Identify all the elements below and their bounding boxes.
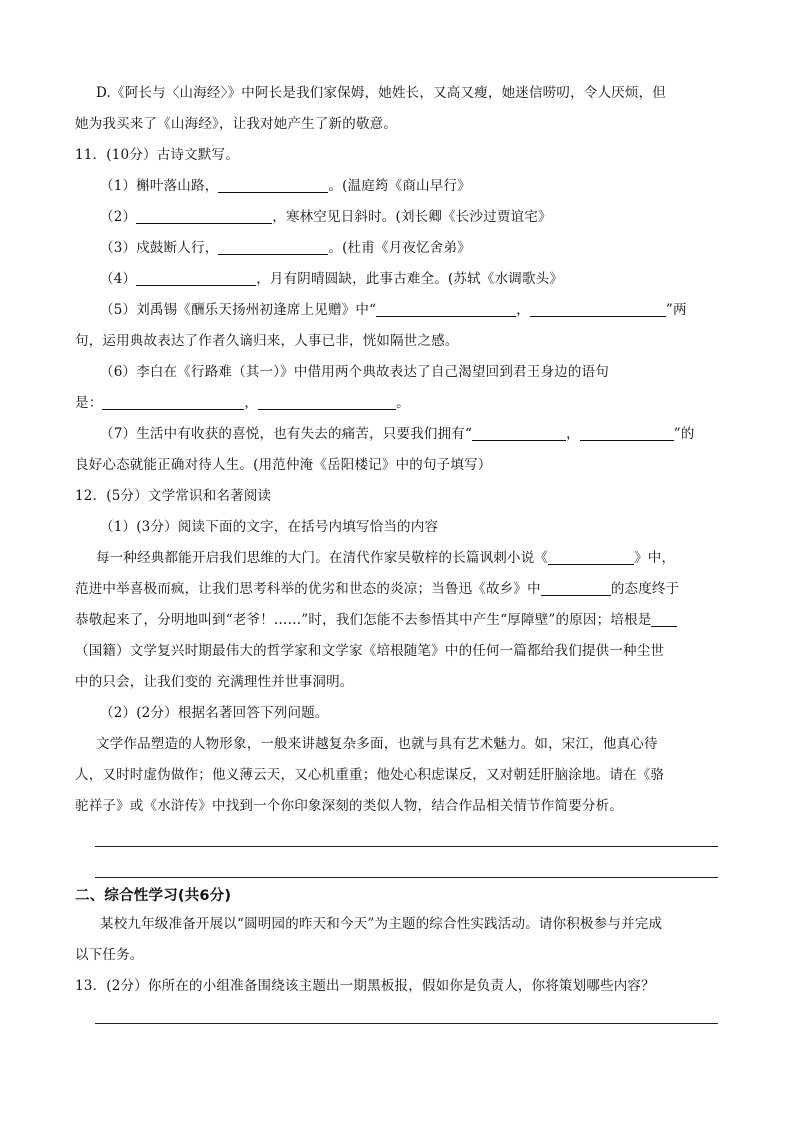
question-12-title: 12．(5分）文学常识和名著阅读 (75, 488, 272, 504)
answer-line[interactable] (95, 877, 718, 878)
q11-item-5-cont: 句，运用典故表达了作者久谪归来，人事已非，恍如隔世之感。 (75, 333, 459, 349)
q12-passage-line-5: 中的只会，让我们变的 充满理性并世事洞明。 (75, 674, 354, 690)
option-d-line-2: 她为我买来了《山海经》，让我对她产生了新的敬意。 (75, 116, 398, 132)
section-2-intro-line-1: 某校九年级准备开展以“圆明园的昨天和今天”为主题的综合性实践活动。请你积极参与并完成 (100, 916, 663, 932)
q12-passage-line-2: 范进中举喜极而疯，让我们思考科举的优劣和世态的炎凉；当鲁迅《故乡》中 的态度终于 (75, 581, 680, 597)
answer-blank[interactable] (218, 239, 328, 255)
answer-blank[interactable] (376, 301, 516, 317)
answer-blank[interactable] (258, 394, 396, 410)
answer-blank[interactable] (580, 425, 674, 441)
q11-item-2: （2） ，寒林空见日斜时。(刘长卿《长沙过贾谊宅》 (100, 209, 552, 225)
section-2-title: 二、综合性学习(共6分) (75, 888, 232, 904)
q11-item-7: （7）生活中有收获的喜悦，也有失去的痛苦，只要我们拥有“ ， ”的 (100, 426, 695, 442)
q11-item-6-cont: 是： ， 。 (75, 395, 410, 411)
q11-item-7-cont: 良好心态就能正确对待人生。(用范仲淹《岳阳楼记》中的句子填写） (75, 457, 492, 473)
answer-blank[interactable] (651, 611, 677, 627)
q12-part-2: （2）(2分）根据名著回答下列问题。 (100, 705, 329, 721)
answer-blank[interactable] (136, 270, 256, 286)
q12-passage-line-3: 恭敬起来了，分明地叫到“老爷！……”时，我们怎能不去参悟其中产生“厚障壁”的原因；培根是 (75, 610, 718, 630)
q12-passage-line-4: （国籍）文学复兴时期最伟大的哲学家和文学家《培根随笔》中的任何一篇都给我们提供一种尘世 (75, 643, 665, 659)
q11-item-4: （4） ，月有阴晴圆缺，此事古难全。(苏轼《水调歌头》 (100, 271, 564, 287)
section-2-intro-line-2: 以下任务。 (75, 947, 144, 963)
q12-body-line-1: 文学作品塑造的人物形象，一般来讲越复杂多面，也就与具有艺术魅力。如，宋江，他真心待 (96, 736, 658, 752)
q11-item-5: （5）刘禹锡《酬乐天扬州初逢席上见赠》中“ ， ”两 (100, 302, 687, 318)
answer-line[interactable] (95, 1023, 718, 1024)
answer-blank[interactable] (136, 208, 272, 224)
answer-blank[interactable] (102, 394, 244, 410)
answer-blank[interactable] (548, 549, 634, 565)
q11-item-6: （6）李白在《行路难（其一）》中借用两个典故表达了自己渴望回到君王身边的语句 (100, 364, 609, 380)
q11-item-1: （1）槲叶落山路， 。(温庭筠《商山早行》 (100, 178, 471, 194)
q11-item-3: （3）戍鼓断人行， 。(杜甫《月夜忆舍弟》 (100, 240, 471, 256)
answer-line[interactable] (95, 846, 718, 847)
q12-passage-line-1: 每一种经典都能开启我们思维的大门。在清代作家吴敬梓的长篇讽刺小说《 》中， (96, 550, 676, 566)
answer-blank[interactable] (530, 301, 666, 317)
option-d-line-1: D.《阿长与〈山海经〉》中阿长是我们家保姆，她姓长，又高又瘦，她迷信唠叨，令人厌烦，但 (96, 85, 666, 101)
q12-body-line-2: 人，又时时虚伪做作；他义薄云天，又心机重重；他处心积虑谋反，又对朝廷肝脑涂地。请在《骆 (75, 767, 665, 783)
q12-part-1: （1）(3分）阅读下面的文字，在括号内填写恰当的内容 (100, 519, 439, 535)
question-13: 13．(2分）你所在的小组准备围绕该主题出一期黑板报，假如你是负责人，你将策划哪些内容？ (75, 978, 655, 994)
answer-blank[interactable] (541, 580, 611, 596)
answer-blank[interactable] (218, 177, 328, 193)
answer-blank[interactable] (472, 425, 566, 441)
q12-body-line-3: 驼祥子》或《水浒传》中找到一个你印象深刻的类似人物，结合作品相关情节作简要分析。 (75, 798, 623, 814)
question-11-title: 11．(10分）古诗文默写。 (75, 147, 239, 163)
